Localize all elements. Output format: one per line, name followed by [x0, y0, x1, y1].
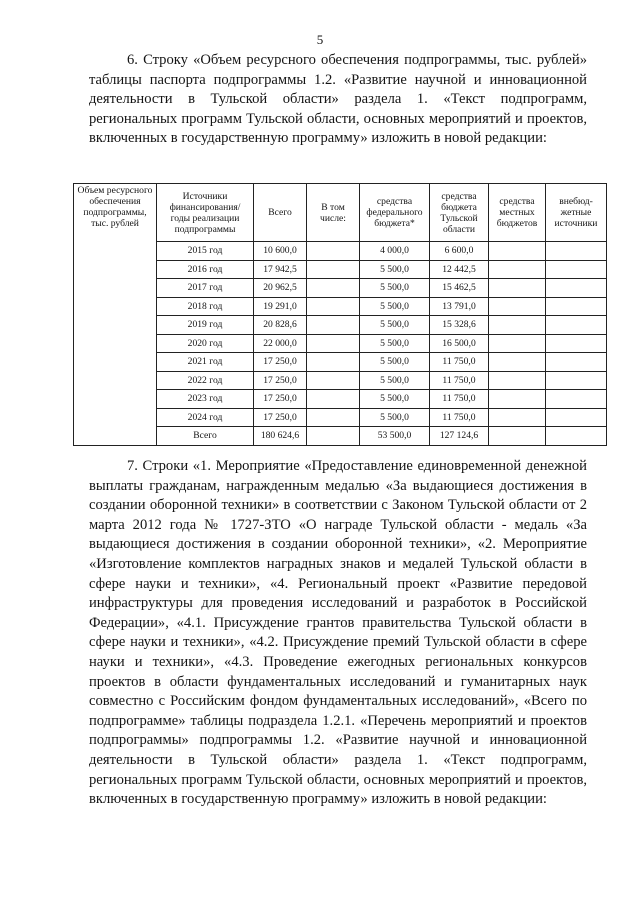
regional-cell: 11 750,0	[430, 371, 489, 390]
including-cell	[307, 279, 360, 298]
federal-cell: 5 500,0	[360, 279, 430, 298]
regional-cell: 11 750,0	[430, 408, 489, 427]
row-label-continuation	[74, 242, 157, 261]
year-cell: 2017 год	[157, 279, 254, 298]
including-cell	[307, 242, 360, 261]
total-cell: 22 000,0	[254, 334, 307, 353]
total-cell: 17 250,0	[254, 390, 307, 409]
regional-cell: 12 442,5	[430, 260, 489, 279]
local-cell	[489, 297, 546, 316]
regional-cell: 11 750,0	[430, 353, 489, 372]
regional-cell: 6 600,0	[430, 242, 489, 261]
federal-cell: 5 500,0	[360, 371, 430, 390]
year-cell: 2024 год	[157, 408, 254, 427]
table-row	[74, 260, 607, 279]
year-cell: Всего	[157, 427, 254, 446]
year-cell: 2021 год	[157, 353, 254, 372]
row-label-continuation	[74, 390, 157, 409]
including-cell	[307, 334, 360, 353]
page-number: 5	[316, 32, 324, 47]
row-label-continuation	[74, 316, 157, 335]
header-federal: средства федерального бюджета*	[360, 184, 430, 242]
total-cell: 17 250,0	[254, 408, 307, 427]
paragraph-6-text: 6. Строку «Объем ресурсного обеспечения подпрограммы, тыс. рублей» таблицы паспорта подпрограммы 1.2. «Развитие научной и инновационной деятельности в Тульской области» раздела 1. «Текст подпрограмм, региональных программ Тульской области, основных мероприятий и проектов, включенных в государственную программу» изложить в новой редакции:	[89, 52, 587, 147]
table-row	[74, 334, 607, 353]
regional-cell: 13 791,0	[430, 297, 489, 316]
extra-cell	[546, 242, 607, 261]
year-cell: 2023 год	[157, 390, 254, 409]
including-cell	[307, 260, 360, 279]
table-row	[74, 279, 607, 298]
year-cell: 2016 год	[157, 260, 254, 279]
regional-cell: 127 124,6	[430, 427, 489, 446]
year-cell: 2020 год	[157, 334, 254, 353]
header-local: средства местных бюджетов	[489, 184, 546, 242]
federal-cell: 5 500,0	[360, 353, 430, 372]
total-cell: 20 962,5	[254, 279, 307, 298]
local-cell	[489, 260, 546, 279]
extra-cell	[546, 260, 607, 279]
header-sources: Источники финансирования/ годы реализации подпрограммы	[157, 184, 254, 242]
table-row	[74, 353, 607, 372]
extra-cell	[546, 316, 607, 335]
total-cell: 17 250,0	[254, 371, 307, 390]
federal-cell: 5 500,0	[360, 260, 430, 279]
regional-cell: 15 328,6	[430, 316, 489, 335]
including-cell	[307, 371, 360, 390]
extra-cell	[546, 353, 607, 372]
funding-table	[73, 183, 607, 446]
row-label-cell: Объем ресурсного обеспечения подпрограммы, тыс. рублей	[74, 184, 157, 242]
regional-cell: 15 462,5	[430, 279, 489, 298]
including-cell	[307, 390, 360, 409]
local-cell	[489, 390, 546, 409]
paragraph-7	[89, 457, 587, 810]
total-cell: 10 600,0	[254, 242, 307, 261]
extra-cell	[546, 279, 607, 298]
paragraph-6	[89, 51, 587, 149]
year-cell: 2022 год	[157, 371, 254, 390]
local-cell	[489, 371, 546, 390]
table-header-row	[74, 184, 607, 242]
paragraph-7-text: 7. Строки «1. Мероприятие «Предоставление единовременной денежной выплаты гражданам, награжденным медалью «За выдающиеся достижения в создании оборонной техники» в соответствии с Законом Тульской области от 2 марта 2012 года № 1727-ЗТО «О награде Тульской области - медаль «За выдающиеся достижения в создании оборонной техники», «2. Мероприятие «Изготовление комплектов наградных знаков и медалей Тульской области в сфере науки и техники», «4. Региональный проект «Развитие передовой инфраструктуры для проведения исследований и разработок в Российской Федерации», «4.1. Присуждение грантов правительства Тульской области в сфере науки и техники», «4.2. Присуждение премий Тульской области в сфере науки и техники», «4.3. Проведение ежегодных региональных конкурсов проектов в области фундаментальных исследований и гуманитарных наук совместно с Российским фондом фундаментальных исследований», «Всего по подпрограмме» таблицы подраздела 1.2.1. «Перечень мероприятий и проектов подпрограммы» подпрограммы 1.2. «Развитие научной и инновационной деятельности в Тульской области» раздела 1. «Текст подпрограмм, региональных программ Тульской области, основных мероприятий и проектов, включенных в государственную программу» изложить в новой редакции:	[89, 458, 587, 808]
regional-cell: 11 750,0	[430, 390, 489, 409]
regional-cell: 16 500,0	[430, 334, 489, 353]
table-row	[74, 371, 607, 390]
year-cell: 2018 год	[157, 297, 254, 316]
federal-cell: 4 000,0	[360, 242, 430, 261]
table-row	[74, 408, 607, 427]
header-regional: средства бюджета Тульской области	[430, 184, 489, 242]
including-cell	[307, 408, 360, 427]
local-cell	[489, 353, 546, 372]
federal-cell: 5 500,0	[360, 390, 430, 409]
total-cell: 19 291,0	[254, 297, 307, 316]
row-label-continuation	[74, 353, 157, 372]
local-cell	[489, 427, 546, 446]
extra-cell	[546, 297, 607, 316]
extra-cell	[546, 371, 607, 390]
local-cell	[489, 334, 546, 353]
year-cell: 2019 год	[157, 316, 254, 335]
row-label-continuation	[74, 334, 157, 353]
extra-cell	[546, 334, 607, 353]
federal-cell: 5 500,0	[360, 297, 430, 316]
header-total: Всего	[254, 184, 307, 242]
extra-cell	[546, 390, 607, 409]
including-cell	[307, 316, 360, 335]
table-row	[74, 316, 607, 335]
federal-cell: 5 500,0	[360, 334, 430, 353]
row-label-continuation	[74, 408, 157, 427]
header-extra: внебюд-жетные источники	[546, 184, 607, 242]
local-cell	[489, 408, 546, 427]
header-including: В том числе:	[307, 184, 360, 242]
including-cell	[307, 297, 360, 316]
total-cell: 17 250,0	[254, 353, 307, 372]
federal-cell: 53 500,0	[360, 427, 430, 446]
local-cell	[489, 279, 546, 298]
extra-cell	[546, 427, 607, 446]
total-cell: 180 624,6	[254, 427, 307, 446]
local-cell	[489, 242, 546, 261]
row-label-continuation	[74, 260, 157, 279]
row-label-continuation	[74, 279, 157, 298]
federal-cell: 5 500,0	[360, 316, 430, 335]
local-cell	[489, 316, 546, 335]
total-cell: 20 828,6	[254, 316, 307, 335]
total-cell: 17 942,5	[254, 260, 307, 279]
including-cell	[307, 353, 360, 372]
federal-cell: 5 500,0	[360, 408, 430, 427]
table-row	[74, 242, 607, 261]
row-label-continuation	[74, 427, 157, 446]
row-label-continuation	[74, 371, 157, 390]
table-row	[74, 427, 607, 446]
year-cell: 2015 год	[157, 242, 254, 261]
table-row	[74, 297, 607, 316]
including-cell	[307, 427, 360, 446]
table-row	[74, 390, 607, 409]
extra-cell	[546, 408, 607, 427]
row-label-continuation	[74, 297, 157, 316]
